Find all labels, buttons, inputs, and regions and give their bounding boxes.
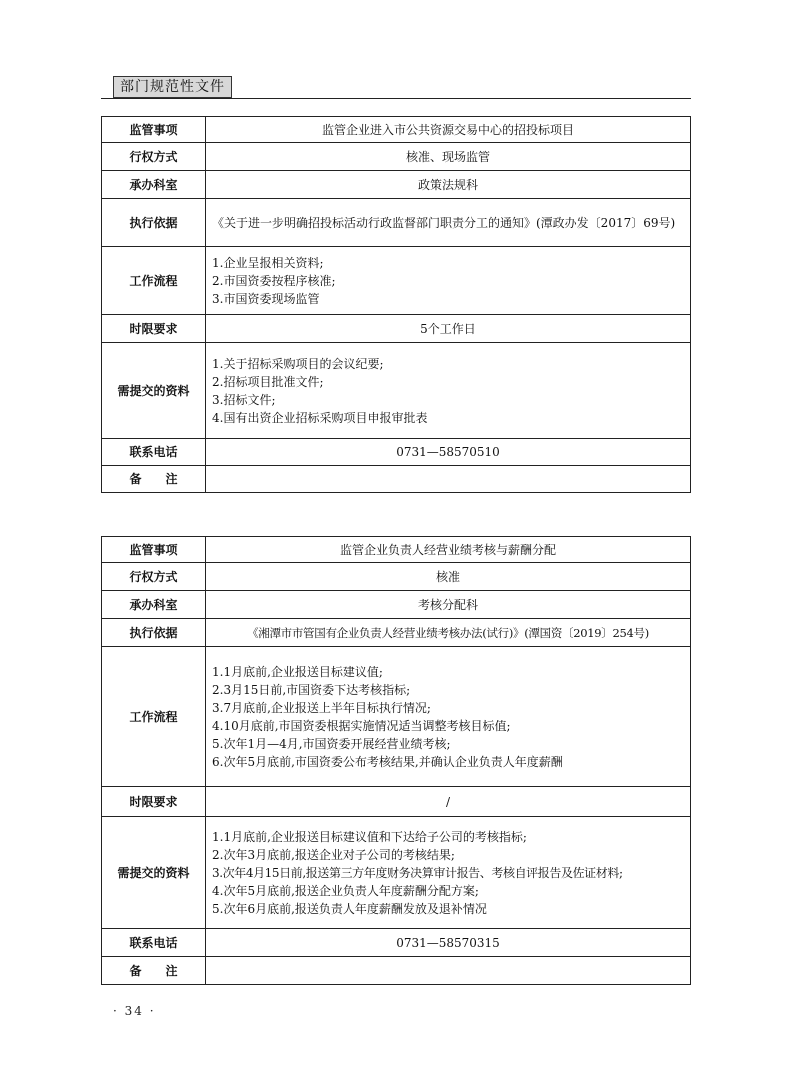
- table-row: [102, 929, 691, 957]
- time-limit-value: /: [206, 787, 691, 817]
- table-row: [102, 647, 691, 787]
- row-label: 备 注: [102, 957, 206, 985]
- table-row: [102, 619, 691, 647]
- list-item: 3.7月底前,企业报送上半年目标执行情况;: [212, 700, 431, 715]
- section-title: 部门规范性文件: [120, 79, 225, 95]
- office-value: 考核分配科: [206, 591, 691, 619]
- row-label: 承办科室: [102, 171, 206, 199]
- table-row: [102, 563, 691, 591]
- list-item: 5.次年6月底前,报送负责人年度薪酬发放及退补情况: [212, 901, 487, 916]
- table-row: [102, 591, 691, 619]
- basis-value: 《关于进一步明确招投标活动行政监督部门职责分工的通知》(潭政办发〔2017〕69号): [206, 199, 691, 247]
- item-value: 监管企业负责人经营业绩考核与薪酬分配: [206, 537, 691, 563]
- list-item: 2.次年3月底前,报送企业对子公司的考核结果;: [212, 847, 455, 862]
- row-label: 时限要求: [102, 315, 206, 343]
- section-header-tab: [113, 76, 232, 98]
- process-value: [206, 247, 691, 315]
- phone-value: 0731—58570315: [206, 929, 691, 957]
- row-label: 行权方式: [102, 563, 206, 591]
- row-label: 时限要求: [102, 787, 206, 817]
- row-label: 行权方式: [102, 143, 206, 171]
- row-label: 执行依据: [102, 199, 206, 247]
- list-item: 3.招标文件;: [212, 392, 276, 407]
- table-row: [102, 957, 691, 985]
- list-item: 4.国有出资企业招标采购项目申报审批表: [212, 410, 428, 425]
- row-label: 需提交的资料: [102, 343, 206, 439]
- item-value: 监管企业进入市公共资源交易中心的招投标项目: [206, 117, 691, 143]
- row-label: 联系电话: [102, 929, 206, 957]
- row-label: 执行依据: [102, 619, 206, 647]
- table-row: [102, 817, 691, 929]
- table-row: [102, 537, 691, 563]
- remarks-value: [206, 466, 691, 493]
- time-limit-value: 5个工作日: [206, 315, 691, 343]
- phone-value: 0731—58570510: [206, 439, 691, 466]
- table-row: [102, 343, 691, 439]
- materials-value: [206, 817, 691, 929]
- row-label: 工作流程: [102, 647, 206, 787]
- supervision-table-2: [101, 536, 691, 985]
- method-value: 核准、现场监管: [206, 143, 691, 171]
- row-label: 需提交的资料: [102, 817, 206, 929]
- list-item: 4.10月底前,市国资委根据实施情况适当调整考核目标值;: [212, 718, 511, 733]
- list-item: 3.市国资委现场监管: [212, 291, 320, 306]
- table-row: [102, 199, 691, 247]
- table-row: [102, 439, 691, 466]
- list-item: 1.企业呈报相关资料;: [212, 255, 324, 270]
- office-value: 政策法规科: [206, 171, 691, 199]
- remarks-value: [206, 957, 691, 985]
- supervision-table-1: [101, 116, 691, 493]
- list-item: 4.次年5月底前,报送企业负责人年度薪酬分配方案;: [212, 883, 479, 898]
- method-value: 核准: [206, 563, 691, 591]
- row-label: 工作流程: [102, 247, 206, 315]
- header-rule: [101, 98, 691, 99]
- list-item: 3.次年4月15日前,报送第三方年度财务决算审计报告、考核自评报告及佐证材料;: [212, 865, 623, 880]
- basis-value: 《湘潭市市管国有企业负责人经营业绩考核办法(试行)》(潭国资〔2019〕254号): [206, 619, 691, 647]
- list-item: 6.次年5月底前,市国资委公布考核结果,并确认企业负责人年度薪酬: [212, 754, 563, 769]
- list-item: 5.次年1月—4月,市国资委开展经营业绩考核;: [212, 736, 451, 751]
- materials-value: [206, 343, 691, 439]
- row-label: 监管事项: [102, 537, 206, 563]
- table-row: [102, 143, 691, 171]
- table-row: [102, 247, 691, 315]
- row-label: 备 注: [102, 466, 206, 493]
- page-number: · 34 ·: [113, 1004, 156, 1018]
- list-item: 2.市国资委按程序核准;: [212, 273, 336, 288]
- table-row: [102, 466, 691, 493]
- list-item: 1.关于招标采购项目的会议纪要;: [212, 356, 384, 371]
- table-row: [102, 787, 691, 817]
- list-item: 1.1月底前,企业报送目标建议值;: [212, 664, 383, 679]
- table-row: [102, 117, 691, 143]
- list-item: 2.招标项目批准文件;: [212, 374, 324, 389]
- list-item: 2.3月15日前,市国资委下达考核指标;: [212, 682, 411, 697]
- row-label: 联系电话: [102, 439, 206, 466]
- process-value: [206, 647, 691, 787]
- table-row: [102, 171, 691, 199]
- table-row: [102, 315, 691, 343]
- row-label: 监管事项: [102, 117, 206, 143]
- row-label: 承办科室: [102, 591, 206, 619]
- list-item: 1.1月底前,企业报送目标建议值和下达给子公司的考核指标;: [212, 829, 527, 844]
